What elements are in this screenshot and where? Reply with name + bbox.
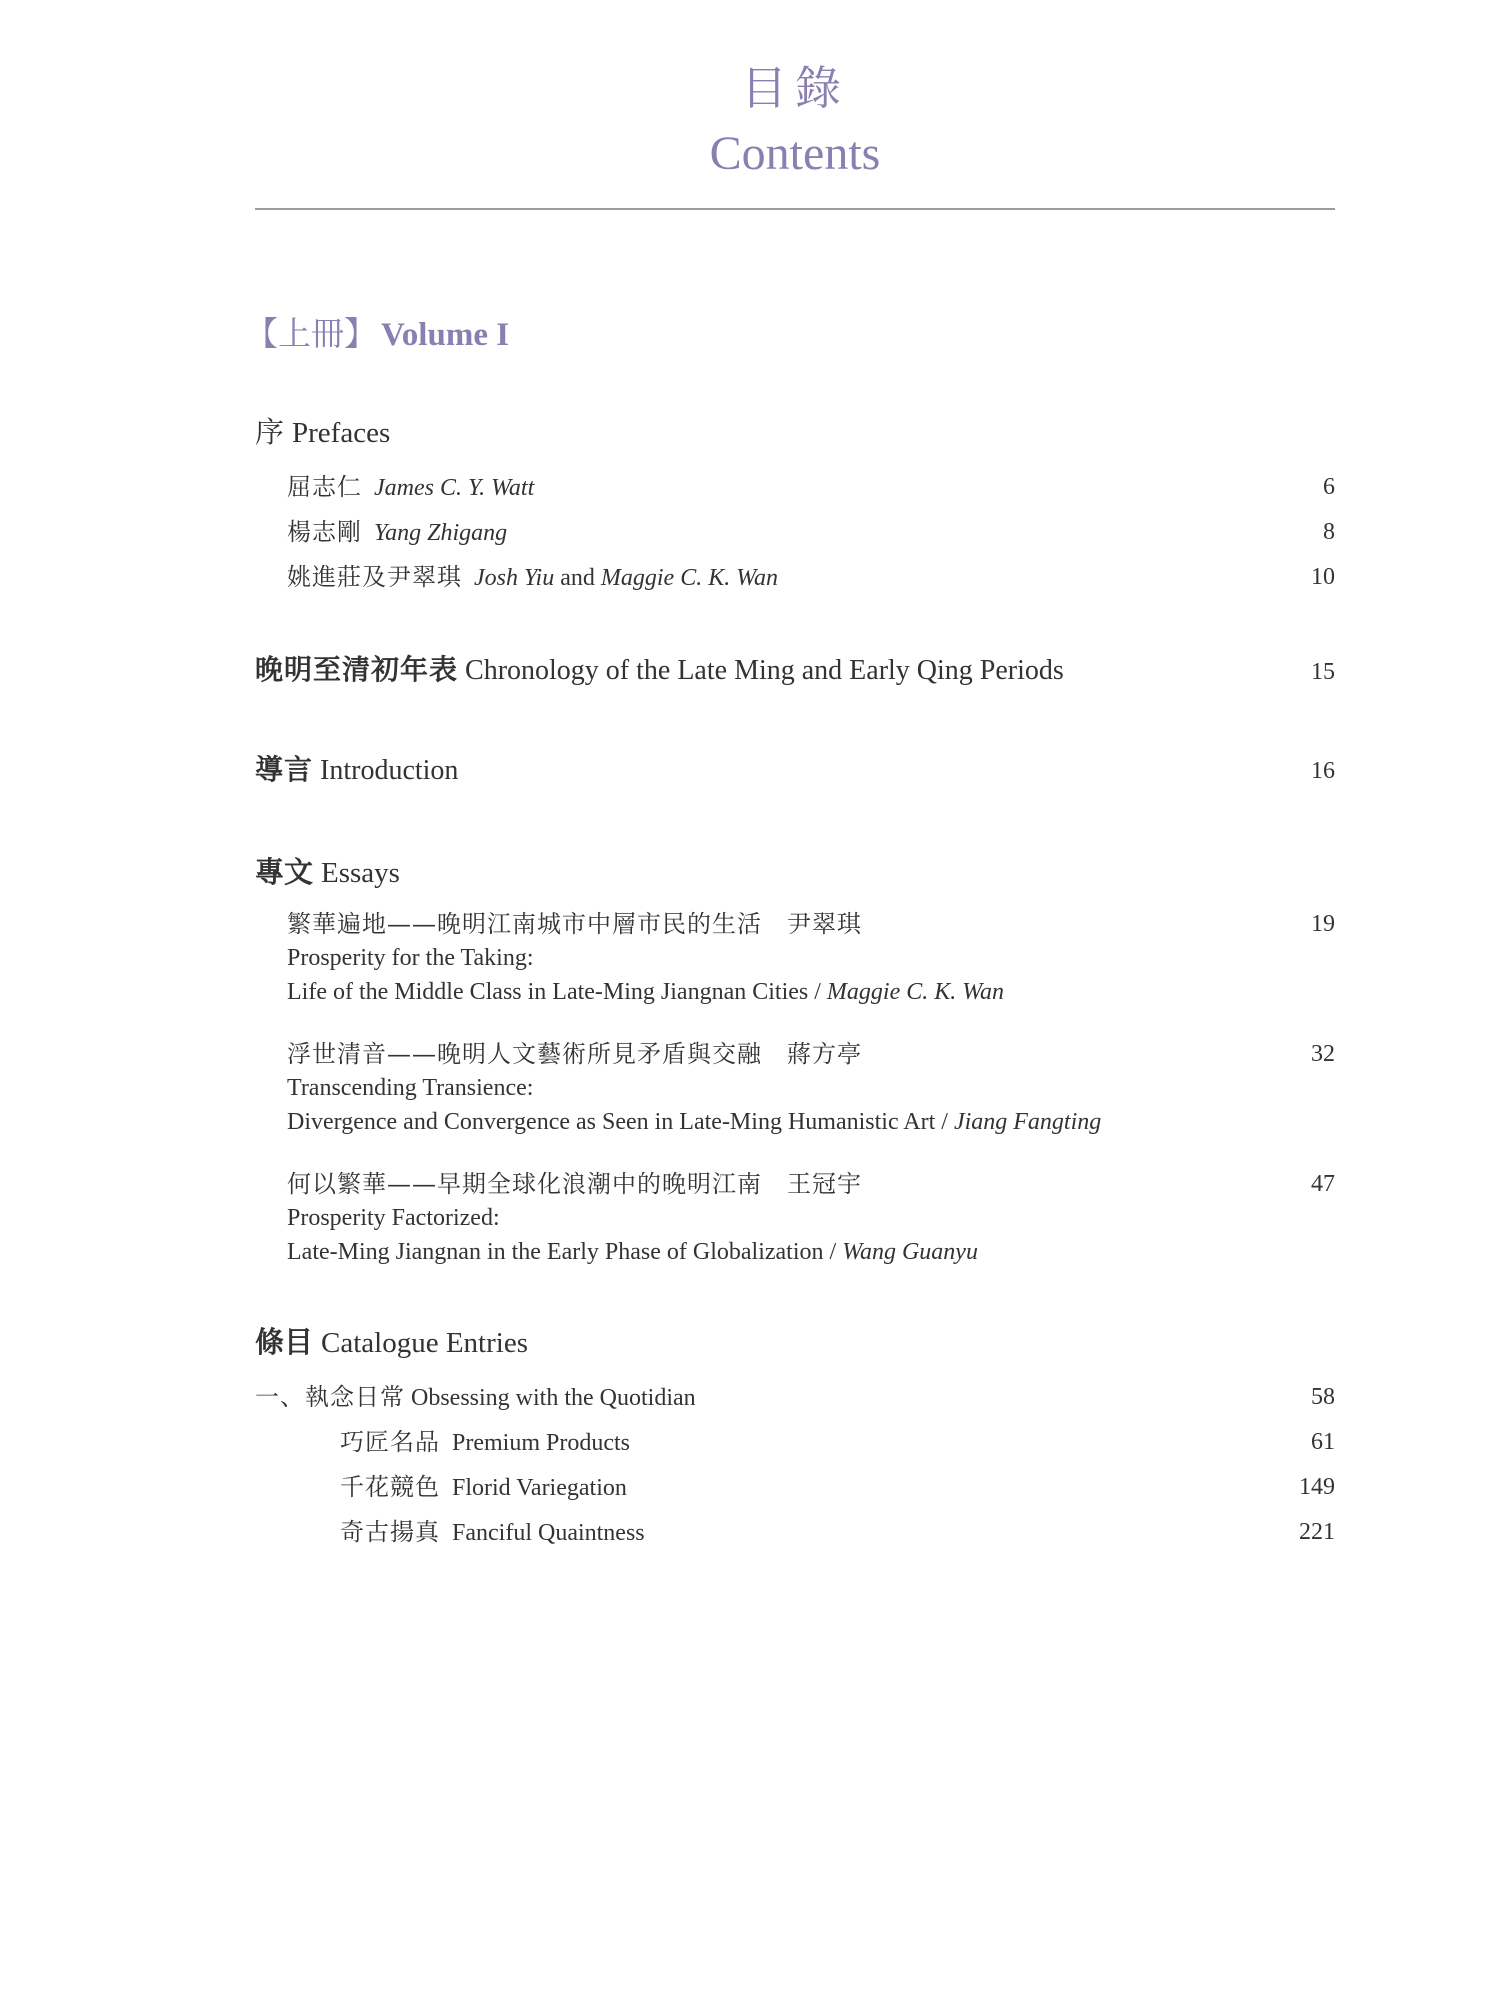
entry-zh: 楊志剛	[287, 518, 362, 546]
entry-title-line: Transcending Transience:	[287, 1075, 534, 1101]
entry-zh: 一、執念日常	[255, 1383, 405, 1411]
entry-zh: 屈志仁	[287, 473, 362, 501]
entry-zh: 浮世清音——晚明人文藝術所見矛盾與交融 蔣方亭	[287, 1040, 862, 1068]
page-number: 61	[1311, 1429, 1335, 1455]
entry-author: Maggie C. K. Wan	[826, 979, 1005, 1005]
entry-title: Fanciful Quaintness	[452, 1520, 645, 1546]
section-heading-en: Catalogue Entries	[321, 1327, 528, 1359]
header-divider	[255, 208, 1335, 210]
page-number: 32	[1311, 1041, 1335, 1067]
entry-author: Wang Guanyu	[842, 1239, 978, 1265]
page-number: 58	[1311, 1384, 1335, 1410]
page-number: 15	[1311, 659, 1335, 685]
page-number: 19	[1311, 911, 1335, 937]
toc-entry-catalogue-part-1[interactable]	[255, 1380, 696, 1415]
entry-conjunction: and	[560, 565, 595, 591]
entry-title: Florid Variegation	[452, 1475, 627, 1501]
entry-title: Premium Products	[452, 1430, 630, 1456]
entry-zh: 奇古揚真	[340, 1518, 440, 1546]
entry-author: Maggie C. K. Wan	[600, 565, 779, 591]
section-heading-en: Prefaces	[292, 417, 391, 449]
volume-heading	[245, 312, 509, 357]
toc-entry-preface-1[interactable]	[287, 470, 534, 505]
toc-entry-catalogue-3[interactable]	[340, 1515, 645, 1550]
page-number: 47	[1311, 1171, 1335, 1197]
volume-label-en: Volume I	[381, 317, 510, 353]
toc-entry-preface-2[interactable]	[287, 515, 507, 550]
toc-entry-chronology[interactable]	[255, 650, 1064, 691]
page-number: 221	[1299, 1519, 1335, 1545]
entry-zh: 何以繁華——早期全球化浪潮中的晚明江南 王冠宇	[287, 1170, 862, 1198]
toc-entry-preface-3[interactable]	[287, 560, 778, 595]
entry-title: Obsessing with the Quotidian	[411, 1385, 696, 1411]
page-number: 6	[1323, 474, 1335, 500]
toc-entry-essay-3[interactable]	[287, 1167, 978, 1269]
section-essays-heading	[255, 852, 400, 893]
entry-zh: 姚進莊及尹翠琪	[287, 563, 462, 591]
entry-author: Jiang Fangting	[953, 1109, 1102, 1135]
page-number: 10	[1311, 564, 1335, 590]
entry-subtitle-line: Divergence and Convergence as Seen in Late-Ming Humanistic Art /	[287, 1109, 948, 1135]
entry-title-line: Prosperity for the Taking:	[287, 945, 534, 971]
entry-author: James C. Y. Watt	[374, 475, 535, 501]
section-heading-zh: 專文	[255, 855, 314, 889]
section-heading-zh: 條目	[255, 1325, 314, 1359]
page-number: 8	[1323, 519, 1335, 545]
toc-entry-essay-1[interactable]	[287, 907, 1004, 1009]
entry-zh: 千花競色	[340, 1473, 440, 1501]
title-chinese: 目錄	[741, 61, 849, 115]
entry-title: Chronology of the Late Ming and Early Qing Periods	[465, 655, 1064, 686]
section-heading-zh: 序	[255, 415, 285, 449]
entry-subtitle-line: Late-Ming Jiangnan in the Early Phase of Globalization /	[287, 1239, 837, 1265]
entry-title: Introduction	[320, 755, 459, 786]
toc-entry-catalogue-2[interactable]	[340, 1470, 627, 1505]
entry-author: Yang Zhigang	[374, 520, 508, 546]
toc-entry-essay-2[interactable]	[287, 1037, 1101, 1139]
section-heading-en: Essays	[321, 857, 400, 889]
entry-zh: 晚明至清初年表	[255, 653, 459, 686]
page-number: 16	[1311, 758, 1335, 784]
entry-zh: 繁華遍地——晚明江南城市中層市民的生活 尹翠琪	[287, 910, 862, 938]
volume-label-zh: 【上冊】	[245, 314, 377, 353]
page-number: 149	[1299, 1474, 1335, 1500]
section-catalogue-heading	[255, 1322, 528, 1363]
title-english: Contents	[709, 127, 881, 180]
entry-zh: 巧匠名品	[340, 1428, 440, 1456]
entry-zh: 導言	[255, 753, 314, 786]
entry-subtitle-line: Life of the Middle Class in Late-Ming Jiangnan Cities /	[287, 979, 821, 1005]
toc-entry-introduction[interactable]	[255, 750, 458, 791]
entry-author: Josh Yiu	[474, 565, 555, 591]
section-prefaces-heading	[255, 412, 390, 453]
toc-entry-catalogue-1[interactable]	[340, 1425, 630, 1460]
entry-title-line: Prosperity Factorized:	[287, 1205, 500, 1231]
